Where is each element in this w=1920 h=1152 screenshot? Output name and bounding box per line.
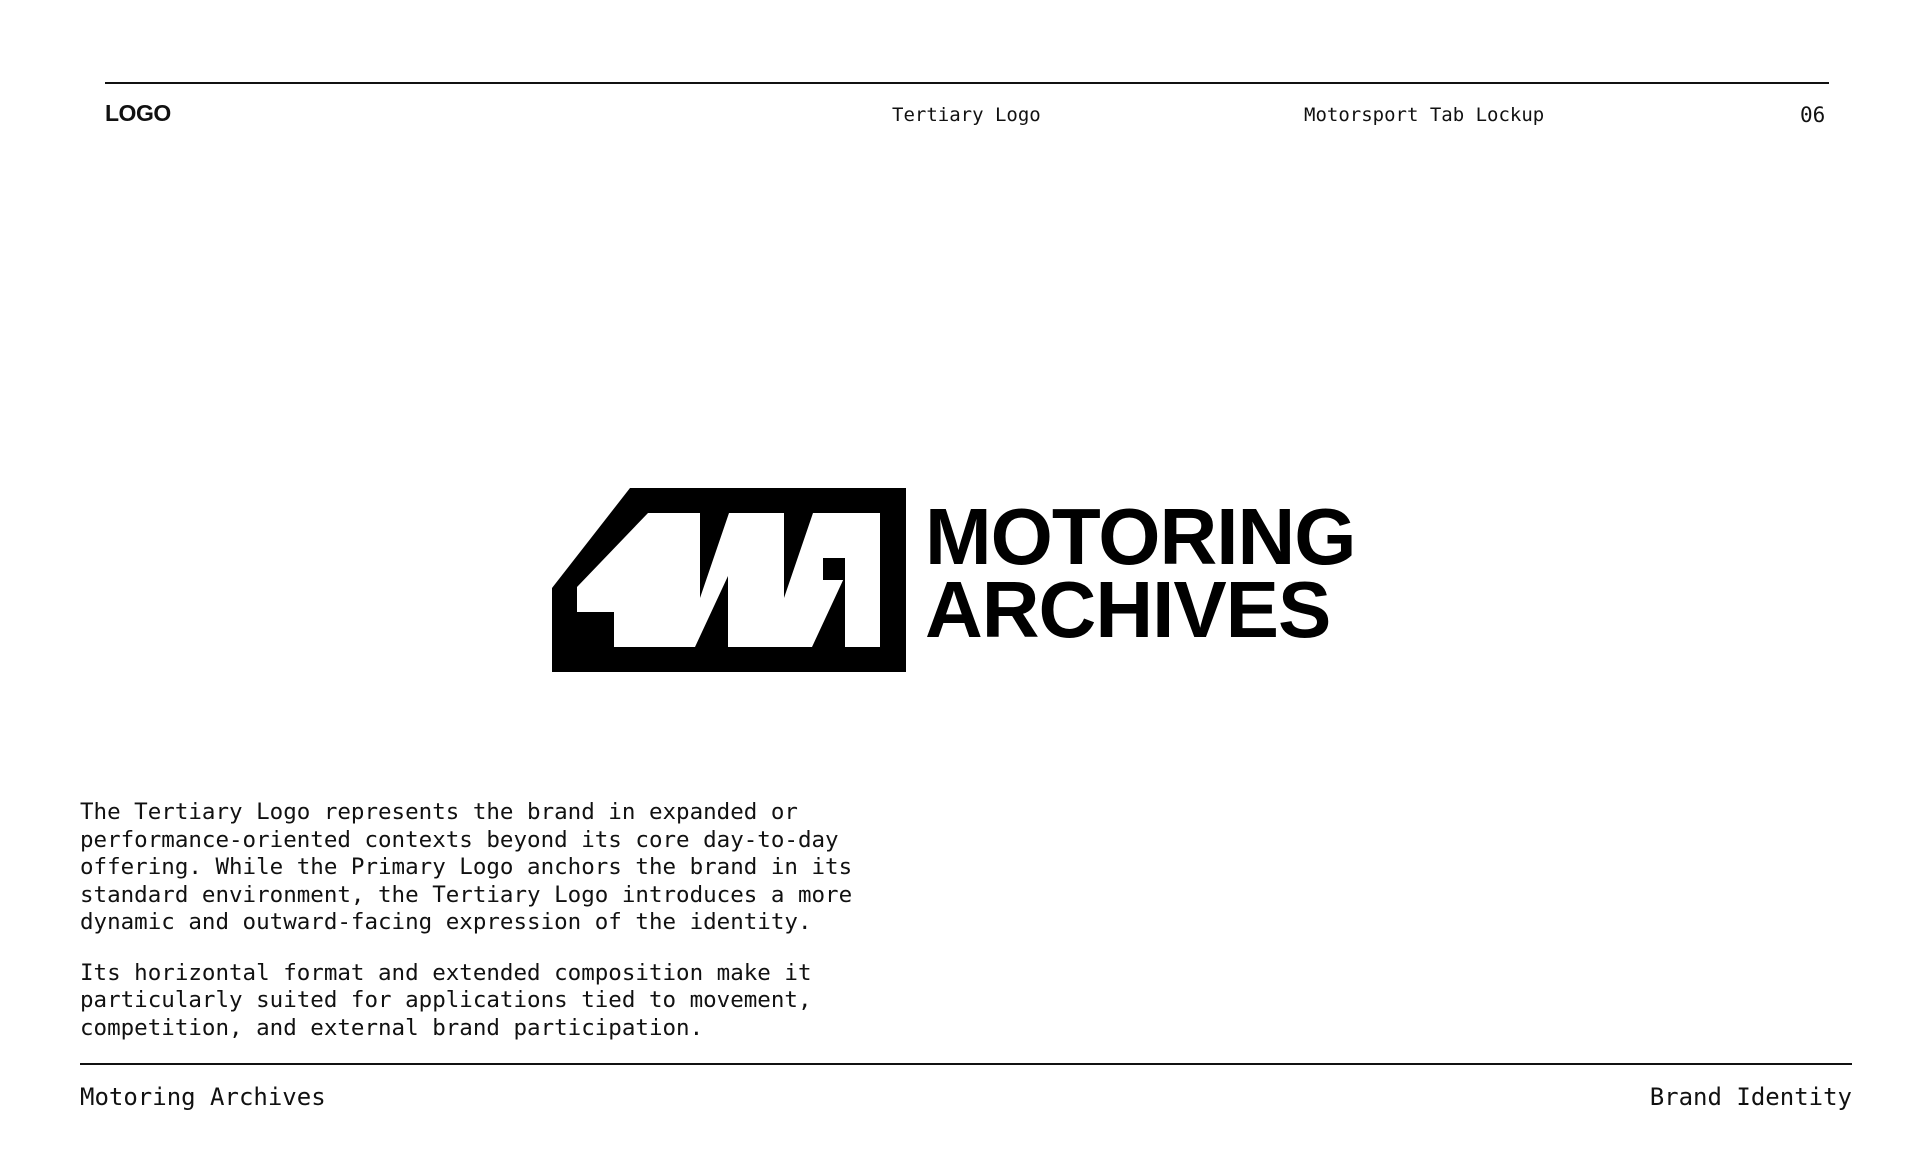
header-logo-label: LOGO [105, 100, 171, 126]
header-subsection-title: Motorsport Tab Lockup [1304, 104, 1545, 126]
logo-wordmark [925, 492, 1356, 654]
header-divider [105, 82, 1829, 84]
footer-brand-name: Motoring Archives [80, 1083, 326, 1111]
ma-monogram-icon [552, 488, 906, 672]
description-paragraph-2: Its horizontal format and extended composition make it particularly suited for applications tied to movement, competition, and external brand participation. [80, 959, 812, 1041]
wordmark-line-1: MOTORING [925, 492, 1356, 581]
header-section-title: Tertiary Logo [892, 104, 1041, 126]
footer-divider [80, 1063, 1852, 1065]
wordmark-line-2: ARCHIVES [925, 565, 1331, 654]
description-text [80, 799, 900, 1065]
footer-document-title: Brand Identity [1649, 1083, 1852, 1111]
page-number: 06 [1800, 103, 1826, 127]
description-paragraph-1: The Tertiary Logo represents the brand in expanded or performance-oriented contexts beyond its core day-to-day offering. While the Primary Logo anchors the brand in its standard environment, the Tertiary Logo introduces a more dynamic and outward-facing expression of the identity. [80, 799, 853, 935]
